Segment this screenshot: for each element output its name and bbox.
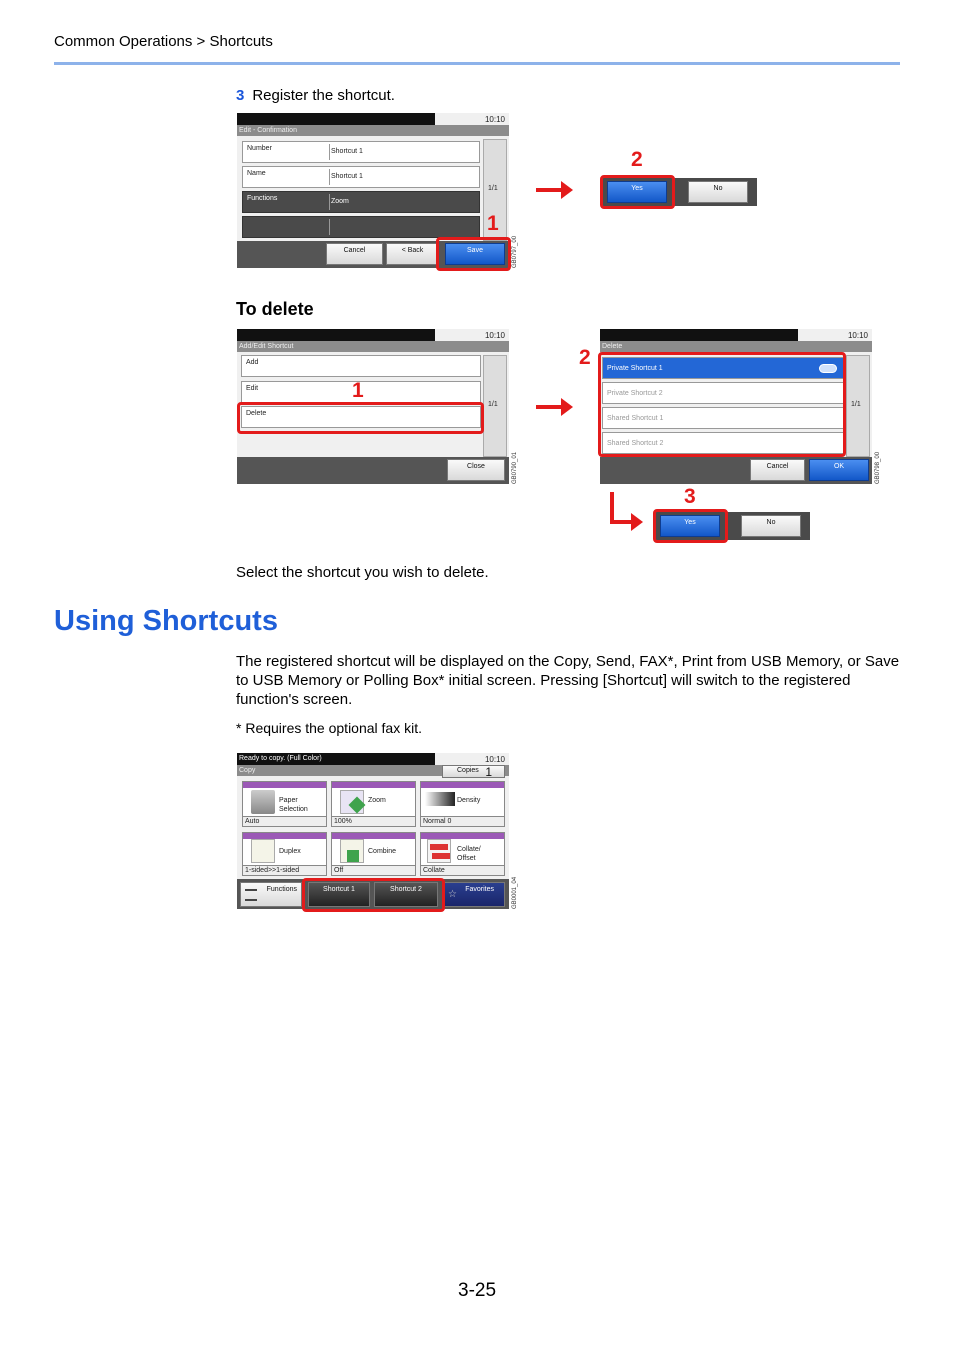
confirm-row-empty[interactable] bbox=[242, 216, 480, 238]
delete-title: Delete bbox=[600, 341, 872, 352]
printer-icon bbox=[251, 790, 275, 814]
callout-box-shortcuts bbox=[302, 878, 445, 912]
item-label: Edit bbox=[246, 385, 259, 392]
add-edit-time: 10:10 bbox=[484, 331, 505, 340]
arrow-shaft bbox=[536, 188, 562, 192]
header-divider bbox=[54, 62, 900, 65]
functions-label: Functions bbox=[266, 886, 297, 893]
tile-label: Combine bbox=[368, 848, 397, 855]
star-icon: ☆ bbox=[448, 889, 457, 900]
shortcut-1-button[interactable]: Shortcut 1 bbox=[308, 882, 370, 907]
select-instruction: Select the shortcut you wish to delete. bbox=[236, 564, 489, 581]
page-number: 3-25 bbox=[458, 1280, 497, 1301]
item-label: Shared Shortcut 1 bbox=[607, 415, 664, 422]
callout-box-yes bbox=[600, 175, 675, 209]
tile-value: Off bbox=[332, 865, 415, 875]
tile-label: Duplex bbox=[279, 848, 301, 855]
row-value: Shortcut 1 bbox=[331, 148, 363, 155]
functions-button[interactable] bbox=[240, 882, 302, 907]
to-delete-heading: To delete bbox=[236, 299, 314, 319]
confirm-row-number[interactable] bbox=[242, 141, 480, 163]
add-edit-page: 1/1 bbox=[488, 401, 498, 408]
density-tile[interactable] bbox=[420, 781, 505, 827]
confirm-time: 10:10 bbox=[484, 115, 505, 124]
confirm-code: GB0797_00 bbox=[512, 235, 518, 268]
tile-band bbox=[243, 782, 326, 788]
cancel-button[interactable]: Cancel bbox=[750, 459, 805, 481]
arrow-shaft bbox=[610, 520, 632, 524]
arrow-head bbox=[561, 398, 573, 416]
callout-3: 3 bbox=[684, 485, 696, 508]
favorites-button[interactable] bbox=[443, 882, 505, 907]
copies-value: 1 bbox=[485, 765, 492, 779]
row-label: Number bbox=[247, 145, 272, 152]
copies-label: Copies bbox=[457, 767, 479, 774]
breadcrumb: Common Operations > Shortcuts bbox=[54, 33, 273, 50]
ok-button[interactable]: OK bbox=[809, 459, 869, 481]
callout-box-yes-2 bbox=[653, 509, 728, 543]
add-edit-code: GB0790_01 bbox=[512, 451, 518, 484]
density-icon bbox=[425, 792, 455, 806]
tile-value: Normal 0 bbox=[421, 816, 504, 826]
footnote: * Requires the optional fax kit. bbox=[236, 720, 422, 736]
section-paragraph: The registered shortcut will be displayed on the Copy, Send, FAX*, Print from USB Memory, or Save to USB Memory or Polling Box* initial screen. Pressing [Shortcut] will switch to the registered function's screen. bbox=[236, 653, 900, 708]
combine-tile[interactable] bbox=[331, 832, 416, 876]
shortcut-2-button[interactable]: Shortcut 2 bbox=[374, 882, 438, 907]
section-title: Using Shortcuts bbox=[54, 605, 278, 637]
callout-box-list bbox=[598, 352, 846, 457]
save-button[interactable]: Save bbox=[445, 243, 505, 265]
item-label: Shared Shortcut 2 bbox=[607, 440, 664, 447]
close-button[interactable]: Close bbox=[447, 459, 505, 481]
delete-page: 1/1 bbox=[851, 401, 861, 408]
confirm-topbar bbox=[237, 113, 435, 125]
tile-label: Paper Selection bbox=[279, 797, 308, 813]
delete-time: 10:10 bbox=[847, 331, 868, 340]
tile-band bbox=[332, 782, 415, 788]
item-label: Delete bbox=[246, 410, 267, 417]
row-separator bbox=[329, 144, 330, 160]
tile-value: 100% bbox=[332, 816, 415, 826]
callout-box-delete bbox=[237, 402, 484, 434]
callout-1b: 1 bbox=[352, 379, 364, 402]
tile-label: Collate/ Offset bbox=[457, 846, 481, 862]
copy-status-bar: Ready to copy. (Full Color) bbox=[237, 753, 435, 765]
no-button[interactable]: No bbox=[741, 515, 801, 537]
step-3 bbox=[236, 87, 395, 104]
callout-2: 2 bbox=[631, 148, 643, 171]
confirm-page: 1/1 bbox=[488, 185, 498, 192]
duplex-tile[interactable] bbox=[242, 832, 327, 876]
delete-topbar bbox=[600, 329, 798, 341]
copy-title: Copy bbox=[237, 765, 509, 776]
tile-label: Density bbox=[457, 797, 481, 804]
row-value: Shortcut 1 bbox=[331, 173, 363, 180]
copy-time: 10:10 bbox=[484, 755, 505, 764]
zoom-icon bbox=[340, 790, 364, 814]
tile-value: Collate bbox=[421, 865, 504, 875]
callout-2b: 2 bbox=[579, 346, 591, 369]
delete-code: GB0798_00 bbox=[875, 451, 881, 484]
confirm-title: Edit - Confirmation bbox=[237, 125, 509, 136]
tile-label: Zoom bbox=[368, 797, 386, 804]
arrow-shaft bbox=[536, 405, 562, 409]
item-label: Private Shortcut 1 bbox=[607, 365, 663, 372]
copies-field[interactable] bbox=[442, 765, 505, 778]
combine-icon bbox=[340, 839, 364, 863]
item-label: Add bbox=[246, 359, 259, 366]
row-label: Name bbox=[247, 170, 266, 177]
copy-code: GB0001_04 bbox=[512, 876, 518, 909]
row-value: Zoom bbox=[331, 198, 349, 205]
step-number: 3 bbox=[236, 87, 245, 104]
list-icon bbox=[245, 889, 257, 901]
arrow-head bbox=[631, 513, 643, 531]
arrow-head bbox=[561, 181, 573, 199]
yes-button[interactable]: Yes bbox=[660, 515, 720, 537]
add-edit-title: Add/Edit Shortcut bbox=[237, 341, 509, 352]
favorites-label: Favorites bbox=[465, 886, 494, 893]
callout-1: 1 bbox=[487, 212, 499, 235]
cancel-button[interactable]: Cancel bbox=[326, 243, 383, 265]
duplex-icon bbox=[251, 839, 275, 863]
tile-band bbox=[421, 782, 504, 788]
add-item[interactable] bbox=[241, 355, 481, 377]
row-separator bbox=[329, 169, 330, 185]
collate-tile[interactable] bbox=[420, 832, 505, 876]
tile-value: 1-sided>>1-sided bbox=[243, 865, 326, 875]
collate-icon bbox=[427, 839, 451, 863]
zoom-tile[interactable] bbox=[331, 781, 416, 827]
tile-value: Auto bbox=[243, 816, 326, 826]
yes-button[interactable]: Yes bbox=[607, 181, 667, 203]
no-button[interactable]: No bbox=[688, 181, 748, 203]
row-separator bbox=[329, 194, 330, 210]
confirm-row-functions[interactable] bbox=[242, 191, 480, 213]
row-separator bbox=[329, 219, 330, 235]
add-edit-topbar bbox=[237, 329, 435, 341]
row-label: Functions bbox=[247, 195, 278, 202]
item-label: Private Shortcut 2 bbox=[607, 390, 663, 397]
step-text: Register the shortcut. bbox=[252, 87, 395, 104]
back-button[interactable]: < Back bbox=[386, 243, 439, 265]
paper-selection-tile[interactable] bbox=[242, 781, 327, 827]
confirm-row-name[interactable] bbox=[242, 166, 480, 188]
callout-box-save bbox=[436, 237, 511, 271]
